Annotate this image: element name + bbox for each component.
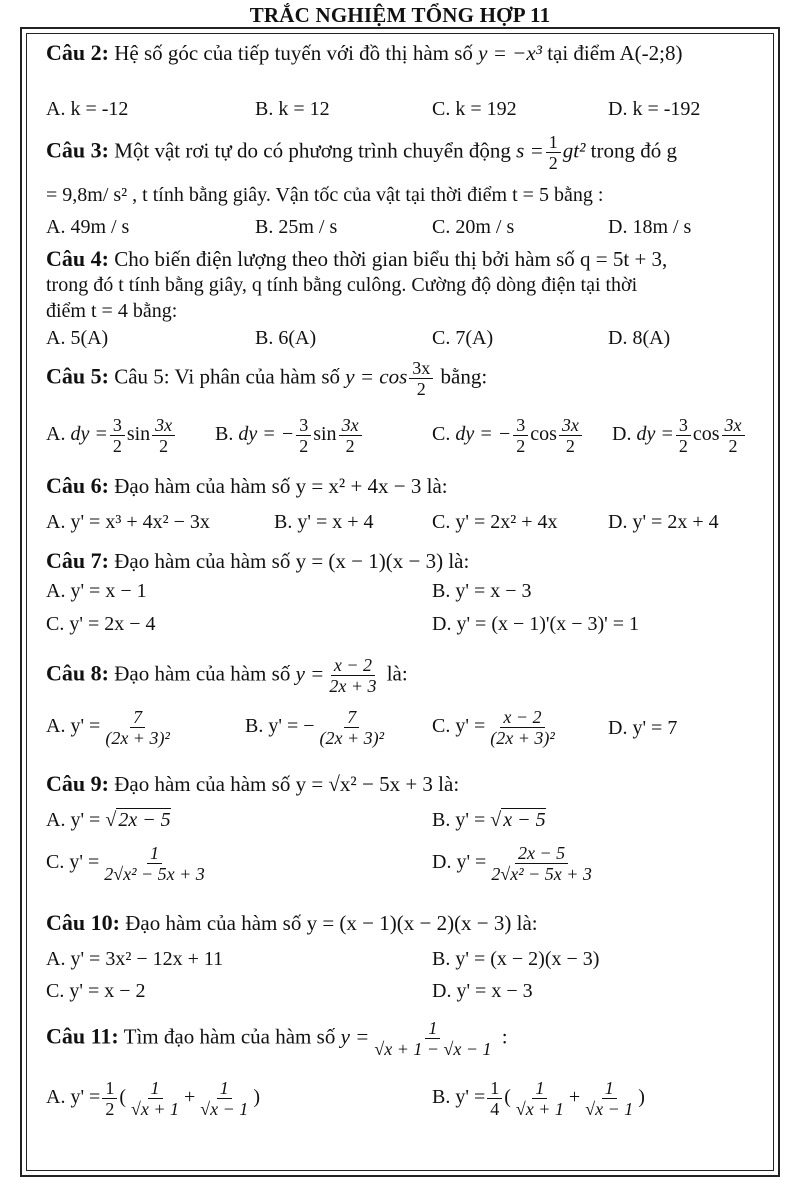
question-5-option-c[interactable]	[432, 415, 584, 456]
fraction-denominator: (2x + 3)²	[490, 728, 555, 748]
option-lhs: dy =	[70, 423, 108, 446]
fraction	[110, 415, 125, 456]
question-4-text: Cho biến điện lượng theo thời gian biểu thị bởi hàm số q = 5t + 3,	[114, 247, 668, 271]
plus-sign: +	[184, 1086, 196, 1109]
option-letter: C.	[432, 423, 451, 446]
question-10-label: Câu 10:	[46, 910, 120, 935]
fraction-numerator: 2x − 5	[515, 843, 568, 864]
radicand: 2x − 5	[118, 809, 171, 831]
fraction	[487, 707, 558, 748]
radicand: x − 5	[503, 809, 546, 831]
page-title: TRẮC NGHIỆM TỔNG HỢP 11	[249, 3, 551, 27]
question-9-label: Câu 9:	[46, 771, 109, 796]
fraction-numerator: 1	[148, 1078, 163, 1099]
question-8-text: Đạo hàm của hàm số	[114, 661, 291, 686]
question-11-tail: :	[501, 1024, 508, 1049]
fraction-numerator: 7	[344, 707, 359, 728]
question-6	[46, 473, 448, 499]
fraction	[128, 1078, 182, 1119]
question-2-text: Hệ số góc của tiếp tuyến với đồ thị hàm số	[114, 41, 473, 65]
question-6-label: Câu 6:	[46, 473, 109, 498]
fraction	[339, 415, 362, 456]
question-8-option-a[interactable]	[46, 707, 175, 748]
fraction	[102, 1078, 117, 1119]
question-11-fraction	[371, 1018, 494, 1059]
question-3-label: Câu 3:	[46, 137, 109, 163]
option-lhs: B. y' = −	[245, 715, 315, 738]
question-9-text: Đạo hàm của hàm số y = √x² − 5x + 3 là:	[114, 772, 460, 796]
question-8-option-c[interactable]	[432, 707, 560, 748]
question-4-line-3: điểm t = 4 bằng:	[46, 300, 178, 322]
question-6-option-b[interactable]: B. y' = x + 4	[274, 511, 374, 533]
fraction-numerator: 3x	[409, 358, 433, 379]
option-letter: A.	[46, 423, 66, 446]
fraction-denominator: 2	[159, 436, 169, 456]
fraction	[102, 707, 173, 748]
option-lhs: C. y' =	[46, 851, 100, 874]
question-7-text: Đạo hàm của hàm số y = (x − 1)(x − 3) là:	[114, 549, 470, 573]
question-5-function-lhs: y = cos	[345, 364, 408, 389]
paren-close: )	[638, 1086, 645, 1109]
fraction-denominator: 2√x² − 5x + 3	[104, 864, 205, 884]
option-lhs: A. y' =	[46, 1086, 101, 1109]
question-10	[46, 910, 538, 936]
fraction	[487, 1078, 502, 1119]
question-4-option-b[interactable]: B. 6(A)	[255, 327, 317, 349]
question-3-option-d[interactable]: D. 18m / s	[608, 216, 692, 238]
question-6-option-c[interactable]: C. y' = 2x² + 4x	[432, 511, 558, 533]
fraction-numerator: 1	[487, 1078, 502, 1099]
option-lhs: dy = −	[238, 423, 295, 446]
question-9	[46, 771, 459, 797]
fraction	[722, 415, 745, 456]
question-5-option-a[interactable]	[46, 415, 177, 456]
question-5-option-b[interactable]	[215, 415, 364, 456]
fraction-numerator: 3	[676, 415, 691, 436]
question-2-option-a[interactable]: A. k = -12	[46, 98, 129, 120]
fraction-denominator: 2	[678, 436, 688, 456]
question-6-text: Đạo hàm của hàm số y = x² + 4x − 3 là:	[114, 474, 448, 498]
question-7-option-c[interactable]: C. y' = 2x − 4	[46, 613, 156, 635]
fraction-numerator: 3	[110, 415, 125, 436]
fraction-numerator: x − 2	[500, 707, 544, 728]
question-8-tail: là:	[386, 661, 408, 686]
fraction-denominator: √x + 1	[131, 1099, 180, 1119]
fraction-denominator: 2	[112, 436, 122, 456]
question-7	[46, 548, 469, 574]
fraction-denominator: √x − 1	[585, 1099, 634, 1119]
fraction-numerator: x − 2	[331, 655, 375, 676]
question-3-option-a[interactable]: A. 49m / s	[46, 216, 130, 238]
question-11-function-lhs: y =	[340, 1024, 370, 1049]
question-3-option-c[interactable]: C. 20m / s	[432, 216, 515, 238]
question-11-option-b[interactable]	[432, 1078, 645, 1119]
fraction-numerator: 3x	[559, 415, 582, 436]
fraction-numerator: 1	[602, 1078, 617, 1099]
question-3-function-rhs: gt²	[562, 138, 586, 163]
fraction-denominator: 2	[105, 1099, 115, 1119]
fraction	[152, 415, 175, 456]
option-lhs: A. y' =	[46, 715, 101, 738]
fraction	[676, 415, 691, 456]
option-lhs: A. y' = √	[46, 809, 117, 831]
question-7-option-b[interactable]: B. y' = x − 3	[432, 580, 532, 602]
fraction	[317, 707, 388, 748]
fraction-denominator: 2	[416, 379, 426, 399]
question-3	[46, 132, 677, 173]
fraction-denominator: 2√x² − 5x + 3	[491, 864, 592, 884]
question-5-label: Câu 5:	[46, 363, 109, 389]
question-9-option-a[interactable]	[46, 809, 171, 832]
fraction	[296, 415, 311, 456]
question-8-option-d[interactable]: D. y' = 7	[608, 717, 678, 739]
question-2-tail: tại điểm A(-2;8)	[547, 41, 683, 65]
fraction-numerator: 3	[513, 415, 528, 436]
trig-function: cos	[530, 423, 557, 446]
fraction-denominator: 2	[299, 436, 309, 456]
fraction-numerator: 1	[217, 1078, 232, 1099]
fraction	[559, 415, 582, 456]
fraction-numerator: 1	[147, 843, 162, 864]
fraction	[197, 1078, 251, 1119]
fraction-numerator: 3	[296, 415, 311, 436]
option-lhs: B. y' = √	[432, 809, 502, 831]
option-lhs: C. y' =	[432, 715, 486, 738]
option-lhs: dy = −	[455, 423, 512, 446]
fraction-numerator: 1	[102, 1078, 117, 1099]
question-6-option-d[interactable]: D. y' = 2x + 4	[608, 511, 719, 533]
fraction-numerator: 7	[130, 707, 145, 728]
fraction-denominator: (2x + 3)²	[105, 728, 170, 748]
fraction-denominator: 2	[345, 436, 355, 456]
question-3-text: Một vật rơi tự do có phương trình chuyển động	[114, 138, 511, 163]
question-11-option-a[interactable]	[46, 1078, 260, 1119]
question-10-option-c[interactable]: C. y' = x − 2	[46, 980, 146, 1002]
option-lhs: D. y' =	[432, 851, 487, 874]
fraction-numerator: 3x	[152, 415, 175, 436]
fraction-denominator: 2	[565, 436, 575, 456]
plus-sign: +	[568, 1086, 581, 1109]
question-3-line-2: = 9,8m/ s² , t tính bằng giây. Vận tốc của vật tại thời điểm t = 5 bằng :	[46, 184, 604, 206]
question-4	[46, 246, 667, 272]
question-8-label: Câu 8:	[46, 660, 109, 686]
question-8-option-b[interactable]	[245, 707, 389, 748]
fraction	[582, 1078, 636, 1119]
question-9-option-b[interactable]	[432, 809, 546, 832]
fraction-numerator: 1	[546, 132, 561, 153]
question-8-fraction	[326, 655, 379, 696]
question-5-option-d[interactable]	[612, 415, 747, 456]
question-2	[46, 40, 683, 66]
fraction	[101, 843, 208, 884]
trig-function: sin	[313, 423, 337, 446]
fraction-numerator: 3x	[339, 415, 362, 436]
question-10-option-b[interactable]: B. y' = (x − 2)(x − 3)	[432, 948, 600, 970]
question-10-text: Đạo hàm của hàm số y = (x − 1)(x − 2)(x − 3) là:	[125, 911, 538, 935]
question-2-option-d[interactable]: D. k = -192	[608, 98, 701, 120]
question-5-tail: bằng:	[440, 364, 488, 389]
fraction-denominator: 2x + 3	[329, 676, 377, 696]
question-2-function: y = −x³	[478, 41, 542, 65]
question-7-option-a[interactable]: A. y' = x − 1	[46, 580, 147, 602]
fraction-numerator: 1	[532, 1078, 547, 1099]
fraction-denominator: √x + 1 − √x − 1	[374, 1039, 492, 1059]
fraction	[513, 1078, 567, 1119]
fraction	[513, 415, 528, 456]
question-11-text: Tìm đạo hàm của hàm số	[123, 1024, 336, 1049]
question-5-text: Câu 5: Vi phân của hàm số	[114, 364, 341, 389]
question-8	[46, 655, 408, 696]
fraction	[488, 843, 595, 884]
fraction-denominator: 2	[548, 153, 558, 173]
paren-close: )	[253, 1086, 260, 1109]
question-5	[46, 358, 487, 399]
fraction-numerator: 3x	[722, 415, 745, 436]
question-4-label: Câu 4:	[46, 246, 109, 271]
question-3-function-lhs: s =	[516, 138, 544, 163]
fraction-numerator: 1	[425, 1018, 440, 1039]
question-10-option-d[interactable]: D. y' = x − 3	[432, 980, 533, 1002]
question-4-line-2: trong đó t tính bằng giây, q tính bằng culông. Cường độ dòng điện tại thời	[46, 274, 638, 296]
question-3-tail: trong đó g	[590, 138, 677, 163]
question-7-option-d[interactable]: D. y' = (x − 1)'(x − 3)' = 1	[432, 613, 640, 635]
fraction-denominator: (2x + 3)²	[319, 728, 385, 748]
option-letter: D.	[612, 423, 632, 446]
question-2-option-b[interactable]: B. k = 12	[255, 98, 330, 120]
fraction-denominator: √x + 1	[515, 1099, 564, 1119]
trig-function: cos	[692, 423, 720, 446]
question-11-label: Câu 11:	[46, 1023, 119, 1049]
question-3-fraction	[546, 132, 561, 173]
option-lhs: dy =	[636, 423, 674, 446]
trig-function: sin	[126, 423, 151, 446]
question-4-option-c[interactable]: C. 7(A)	[432, 327, 494, 349]
paren-open: (	[119, 1086, 126, 1109]
question-2-label: Câu 2:	[46, 40, 109, 65]
question-3-option-b[interactable]: B. 25m / s	[255, 216, 338, 238]
paren-open: (	[504, 1086, 511, 1109]
question-4-option-d[interactable]: D. 8(A)	[608, 327, 671, 349]
fraction-denominator: 4	[490, 1099, 500, 1119]
question-10-option-a[interactable]: A. y' = 3x² − 12x + 11	[46, 948, 224, 970]
question-4-option-a[interactable]: A. 5(A)	[46, 327, 109, 349]
question-9-option-c[interactable]	[46, 843, 210, 884]
question-8-function-lhs: y =	[295, 661, 325, 686]
question-9-option-d[interactable]	[432, 843, 597, 884]
question-2-option-c[interactable]: C. k = 192	[432, 98, 517, 120]
fraction-denominator: 2	[516, 436, 526, 456]
fraction-denominator: 2	[728, 436, 738, 456]
fraction-denominator: √x − 1	[200, 1099, 249, 1119]
question-11	[46, 1018, 508, 1059]
option-letter: B.	[215, 423, 234, 446]
question-5-fraction	[409, 358, 433, 399]
question-7-label: Câu 7:	[46, 548, 109, 573]
option-lhs: B. y' =	[432, 1086, 486, 1109]
question-6-option-a[interactable]: A. y' = x³ + 4x² − 3x	[46, 511, 210, 533]
